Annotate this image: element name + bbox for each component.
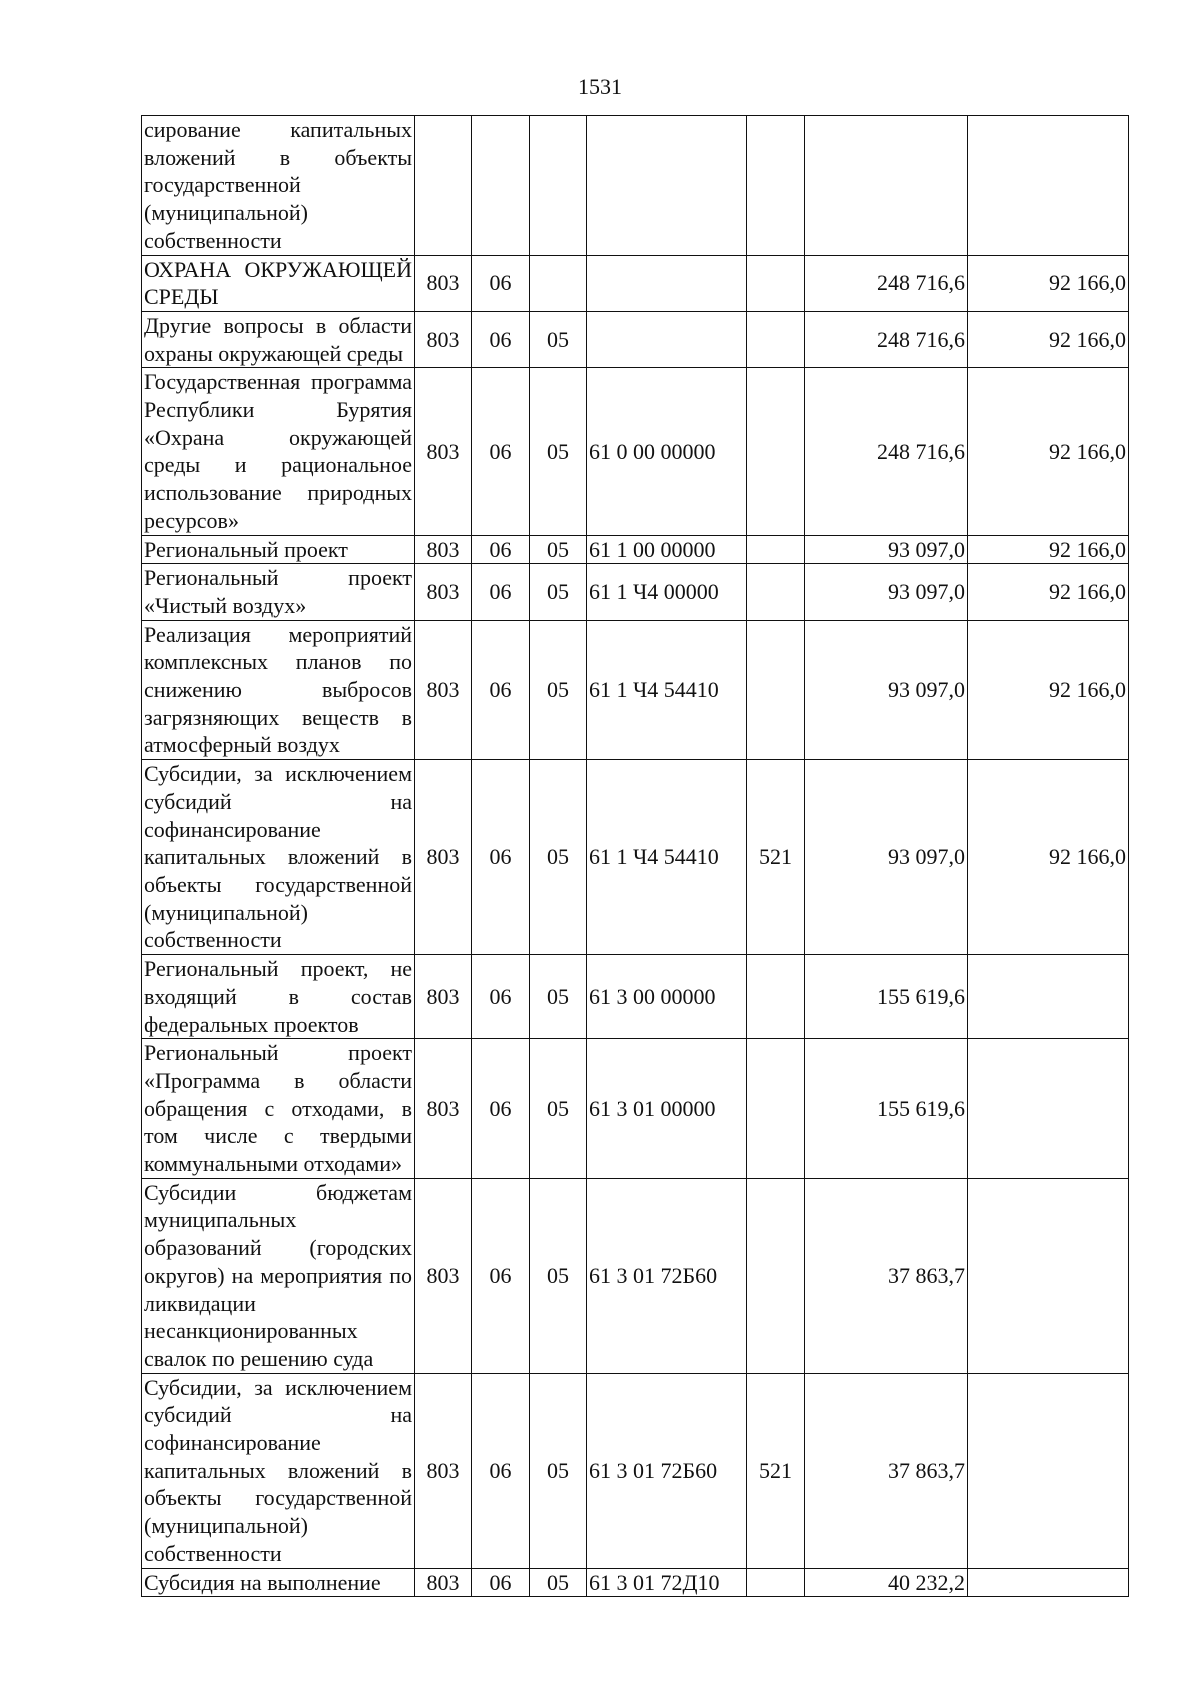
- amount-year2-cell: 92 166,0: [968, 535, 1129, 564]
- row-name-cell: ОХРАНА ОКРУЖАЮЩЕЙ СРЕДЫ: [142, 255, 415, 311]
- rz-code-cell: 06: [472, 620, 530, 760]
- amount-year2-cell: [968, 116, 1129, 256]
- csr-code-cell: [587, 116, 747, 256]
- table-row: [142, 368, 1129, 535]
- csr-code-cell: 61 3 01 00000: [587, 1039, 747, 1179]
- gr-code-cell: 803: [415, 564, 472, 620]
- vr-code-cell: 521: [747, 760, 805, 955]
- vr-code-cell: [747, 955, 805, 1039]
- rz-code-cell: 06: [472, 1373, 530, 1568]
- table-row: [142, 1373, 1129, 1568]
- amount-year1-cell: 93 097,0: [805, 535, 968, 564]
- csr-code-cell: 61 1 Ч4 54410: [587, 760, 747, 955]
- gr-code-cell: 803: [415, 311, 472, 367]
- rz-code-cell: 06: [472, 955, 530, 1039]
- vr-code-cell: [747, 311, 805, 367]
- row-name-cell: Реализация мероприятий комплексных планов по снижению выбросов загрязняющих веществ в атмосферный воздух: [142, 620, 415, 760]
- pr-code-cell: [530, 255, 587, 311]
- pr-code-cell: 05: [530, 1373, 587, 1568]
- vr-code-cell: [747, 535, 805, 564]
- rz-code-cell: 06: [472, 311, 530, 367]
- csr-code-cell: [587, 255, 747, 311]
- amount-year2-cell: 92 166,0: [968, 620, 1129, 760]
- vr-code-cell: [747, 1178, 805, 1373]
- gr-code-cell: 803: [415, 955, 472, 1039]
- amount-year1-cell: 37 863,7: [805, 1373, 968, 1568]
- pr-code-cell: 05: [530, 1568, 587, 1597]
- row-name-cell: Государственная программа Республики Бурятия «Охрана окружающей среды и рациональное использование природных ресурсов»: [142, 368, 415, 535]
- gr-code-cell: 803: [415, 620, 472, 760]
- table-row: [142, 1039, 1129, 1179]
- csr-code-cell: 61 1 Ч4 00000: [587, 564, 747, 620]
- vr-code-cell: [747, 620, 805, 760]
- gr-code-cell: 803: [415, 368, 472, 535]
- table-row: [142, 620, 1129, 760]
- gr-code-cell: [415, 116, 472, 256]
- pr-code-cell: 05: [530, 1039, 587, 1179]
- rz-code-cell: [472, 116, 530, 256]
- amount-year1-cell: 248 716,6: [805, 311, 968, 367]
- csr-code-cell: 61 1 Ч4 54410: [587, 620, 747, 760]
- budget-table: [141, 115, 1129, 1597]
- row-name-cell: Региональный проект «Программа в области обращения с отходами, в том числе с твердыми коммунальными отходами»: [142, 1039, 415, 1179]
- amount-year1-cell: 40 232,2: [805, 1568, 968, 1597]
- pr-code-cell: 05: [530, 620, 587, 760]
- vr-code-cell: [747, 1568, 805, 1597]
- amount-year1-cell: 37 863,7: [805, 1178, 968, 1373]
- row-name-cell: Региональный проект, не входящий в состав федеральных проектов: [142, 955, 415, 1039]
- amount-year2-cell: [968, 1039, 1129, 1179]
- csr-code-cell: [587, 311, 747, 367]
- vr-code-cell: [747, 564, 805, 620]
- table-row: [142, 760, 1129, 955]
- gr-code-cell: 803: [415, 535, 472, 564]
- amount-year1-cell: 155 619,6: [805, 955, 968, 1039]
- pr-code-cell: 05: [530, 1178, 587, 1373]
- amount-year2-cell: [968, 1178, 1129, 1373]
- pr-code-cell: 05: [530, 955, 587, 1039]
- rz-code-cell: 06: [472, 1178, 530, 1373]
- row-name-cell: сирование капитальных вложений в объекты государственной (муниципальной) собственности: [142, 116, 415, 256]
- amount-year1-cell: 93 097,0: [805, 620, 968, 760]
- amount-year2-cell: [968, 955, 1129, 1039]
- table-row: [142, 255, 1129, 311]
- csr-code-cell: 61 3 01 72Б60: [587, 1373, 747, 1568]
- csr-code-cell: 61 3 01 72Д10: [587, 1568, 747, 1597]
- amount-year1-cell: 93 097,0: [805, 564, 968, 620]
- amount-year2-cell: 92 166,0: [968, 311, 1129, 367]
- rz-code-cell: 06: [472, 760, 530, 955]
- amount-year2-cell: 92 166,0: [968, 368, 1129, 535]
- pr-code-cell: 05: [530, 535, 587, 564]
- rz-code-cell: 06: [472, 564, 530, 620]
- table-row: [142, 116, 1129, 256]
- vr-code-cell: [747, 255, 805, 311]
- rz-code-cell: 06: [472, 255, 530, 311]
- pr-code-cell: 05: [530, 760, 587, 955]
- amount-year1-cell: 248 716,6: [805, 255, 968, 311]
- rz-code-cell: 06: [472, 368, 530, 535]
- csr-code-cell: 61 1 00 00000: [587, 535, 747, 564]
- table-row: [142, 955, 1129, 1039]
- table-row: [142, 311, 1129, 367]
- vr-code-cell: [747, 116, 805, 256]
- table-row: [142, 1568, 1129, 1597]
- amount-year1-cell: [805, 116, 968, 256]
- csr-code-cell: 61 3 01 72Б60: [587, 1178, 747, 1373]
- row-name-cell: Субсидии бюджетам муниципальных образований (городских округов) на мероприятия по ликвидации несанкционированных свалок по решению суда: [142, 1178, 415, 1373]
- row-name-cell: Другие вопросы в области охраны окружающей среды: [142, 311, 415, 367]
- row-name-cell: Субсидии, за исключением субсидий на софинансирование капитальных вложений в объекты государственной (муниципальной) собственности: [142, 1373, 415, 1568]
- vr-code-cell: [747, 1039, 805, 1179]
- amount-year2-cell: 92 166,0: [968, 564, 1129, 620]
- row-name-cell: Субсидия на выполнение: [142, 1568, 415, 1597]
- amount-year1-cell: 155 619,6: [805, 1039, 968, 1179]
- gr-code-cell: 803: [415, 1039, 472, 1179]
- rz-code-cell: 06: [472, 1568, 530, 1597]
- gr-code-cell: 803: [415, 760, 472, 955]
- amount-year2-cell: 92 166,0: [968, 760, 1129, 955]
- amount-year2-cell: 92 166,0: [968, 255, 1129, 311]
- amount-year1-cell: 93 097,0: [805, 760, 968, 955]
- table-row: [142, 1178, 1129, 1373]
- amount-year2-cell: [968, 1373, 1129, 1568]
- gr-code-cell: 803: [415, 1568, 472, 1597]
- pr-code-cell: 05: [530, 564, 587, 620]
- vr-code-cell: [747, 368, 805, 535]
- amount-year1-cell: 248 716,6: [805, 368, 968, 535]
- row-name-cell: Региональный проект «Чистый воздух»: [142, 564, 415, 620]
- row-name-cell: Субсидии, за исключением субсидий на софинансирование капитальных вложений в объекты государственной (муниципальной) собственности: [142, 760, 415, 955]
- rz-code-cell: 06: [472, 1039, 530, 1179]
- gr-code-cell: 803: [415, 1178, 472, 1373]
- pr-code-cell: [530, 116, 587, 256]
- pr-code-cell: 05: [530, 368, 587, 535]
- rz-code-cell: 06: [472, 535, 530, 564]
- table-row: [142, 535, 1129, 564]
- csr-code-cell: 61 0 00 00000: [587, 368, 747, 535]
- page-number: 1531: [578, 74, 622, 99]
- gr-code-cell: 803: [415, 1373, 472, 1568]
- table-row: [142, 564, 1129, 620]
- gr-code-cell: 803: [415, 255, 472, 311]
- csr-code-cell: 61 3 00 00000: [587, 955, 747, 1039]
- pr-code-cell: 05: [530, 311, 587, 367]
- amount-year2-cell: [968, 1568, 1129, 1597]
- row-name-cell: Региональный проект: [142, 535, 415, 564]
- vr-code-cell: 521: [747, 1373, 805, 1568]
